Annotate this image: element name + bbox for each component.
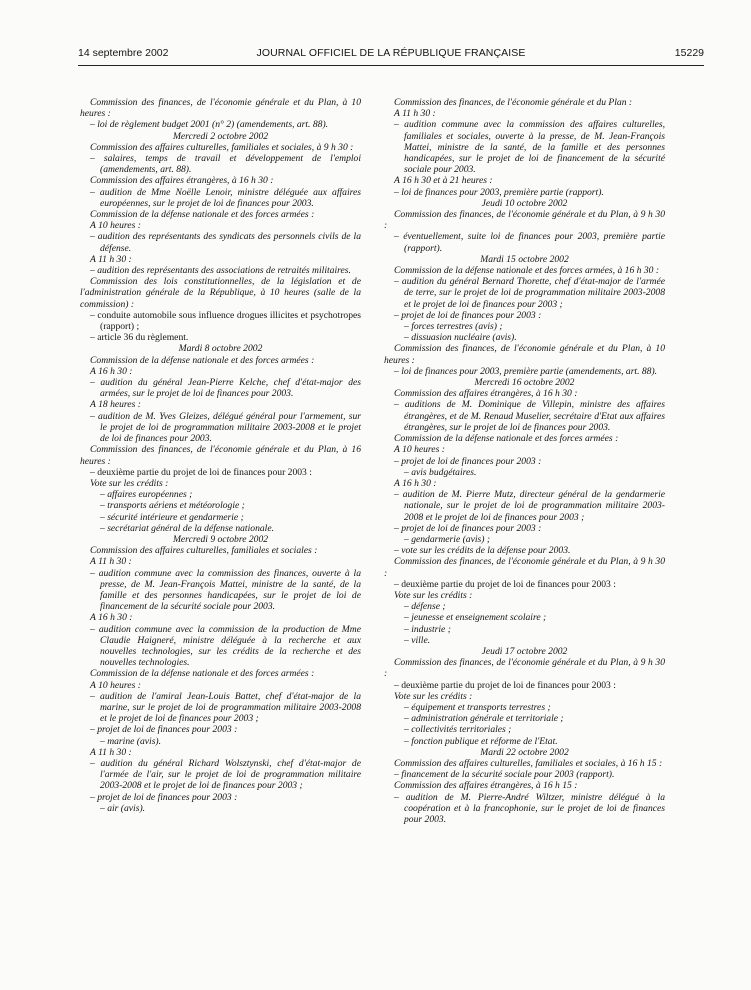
agenda-subitem: – forces terrestres (avis) ;: [404, 321, 503, 333]
commission-entry: Commission de la défense nationale et des forces armées :: [90, 668, 315, 680]
session-time: A 10 heures :: [90, 220, 141, 232]
date-heading: Jeudi 10 octobre 2002: [481, 197, 568, 209]
date-heading: Jeudi 17 octobre 2002: [481, 645, 568, 657]
agenda-item: – deuxième partie du projet de loi de finances pour 2003 :: [394, 679, 616, 691]
commission-entry: Commission des finances, de l'économie générale et du Plan, à 9 h 30 :: [384, 657, 665, 680]
agenda-item: – projet de loi de finances pour 2003 :: [90, 724, 238, 736]
agenda-item: – projet de loi de finances pour 2003 :: [394, 522, 542, 534]
session-time: A 10 heures :: [394, 444, 445, 456]
agenda-subitem: – fonction publique et réforme de l'Etat.: [404, 735, 558, 747]
date-heading: Mardi 22 octobre 2002: [480, 746, 569, 758]
agenda-subitem: – équipement et transports terrestres ;: [404, 701, 551, 713]
date-heading: Mercredi 2 octobre 2002: [172, 130, 269, 142]
date-heading: Mercredi 16 octobre 2002: [474, 377, 575, 389]
agenda-subitem: – ville.: [404, 634, 431, 646]
agenda-item: – deuxième partie du projet de loi de finances pour 2003 :: [394, 578, 616, 590]
agenda-subitem: – industrie ;: [404, 623, 451, 635]
agenda-item: – audition de M. Pierre Mutz, directeur général de la gendarmerie nationale, sur le projet de loi de programmation militaire 2003-2008 et le projet de loi de finances pour 2003 ;: [394, 489, 665, 523]
right-column: [384, 97, 665, 825]
session-time: A 11 h 30 :: [90, 746, 132, 758]
agenda-subitem: – collectivités territoriales ;: [404, 724, 512, 736]
session-time: A 10 heures :: [90, 679, 141, 691]
agenda-item: – audition de M. Pierre-André Wiltzer, ministre délégué à la coopération et à la francophonie, sur le projet de loi de finances pour 2003.: [394, 791, 665, 825]
agenda-item: – conduite automobile sous influence drogues illicites et psychotropes (rapport) ;: [90, 309, 361, 333]
session-time: A 11 h 30 :: [394, 108, 436, 120]
left-column: [80, 97, 361, 814]
agenda-item: – audition de M. Yves Gleizes, délégué général pour l'armement, sur le projet de loi de programmation militaire 2003-2008 et le projet de loi de finances pour 2003.: [90, 410, 361, 445]
commission-entry: Commission de la défense nationale et des forces armées :: [90, 209, 315, 221]
agenda-subitem: – défense ;: [404, 601, 446, 613]
agenda-item: – audition des représentants des associations de retraités militaires.: [90, 265, 351, 277]
agenda-subitem: – dissuasion nucléaire (avis).: [404, 332, 517, 344]
session-time: A 11 h 30 :: [90, 253, 132, 265]
header-rule: [78, 65, 704, 66]
date-heading: Mercredi 9 octobre 2002: [172, 533, 269, 545]
session-time: A 16 h 30 :: [394, 477, 437, 489]
agenda-item: – audition des représentants des syndicats des personnels civils de la défense.: [90, 231, 361, 254]
agenda-subitem: – jeunesse et enseignement scolaire ;: [404, 612, 547, 624]
session-time: A 16 h 30 :: [90, 612, 133, 624]
agenda-item: – projet de loi de finances pour 2003 :: [394, 455, 542, 467]
agenda-item: – audition du général Richard Wolsztynski, chef d'état-major de l'armée de l'air, sur le projet de loi de programmation militaire 2003-2008 et le projet de loi de finances pour 2003 ;: [90, 757, 361, 792]
agenda-subitem: – marine (avis).: [100, 735, 162, 747]
commission-entry: Commission des affaires étrangères, à 16 h 30 :: [394, 388, 578, 400]
agenda-item: – article 36 du règlement.: [90, 332, 189, 344]
header-page-number: 15229: [674, 47, 704, 59]
commission-entry: Commission des affaires étrangères, à 16 h 30 :: [90, 175, 274, 187]
agenda-subitem: – secrétariat général de la défense nationale.: [100, 522, 274, 534]
page-header: [78, 47, 704, 63]
agenda-item: – loi de finances pour 2003, première partie (amendements, art. 88).: [394, 365, 658, 377]
agenda-item: – financement de la sécurité sociale pour 2003 (rapport).: [394, 769, 615, 781]
commission-entry: Commission des affaires culturelles, familiales et sociales, à 16 h 15 :: [394, 757, 663, 769]
commission-entry: Commission des finances, de l'économie générale et du Plan :: [394, 97, 633, 108]
commission-entry: Commission des affaires culturelles, familiales et sociales, à 9 h 30 :: [90, 141, 354, 153]
agenda-item: – audition de Mme Noëlle Lenoir, ministre déléguée aux affaires européennes, sur le projet de loi de finances pour 2003.: [90, 186, 361, 209]
agenda-item: – projet de loi de finances pour 2003 :: [394, 309, 542, 321]
session-time: A 16 h 30 :: [90, 365, 133, 377]
vote-heading: Vote sur les crédits :: [394, 690, 473, 702]
commission-entry: Commission des affaires culturelles, familiales et sociales :: [90, 545, 318, 557]
session-time: A 11 h 30 :: [90, 556, 132, 568]
agenda-item: – audition du général Bernard Thorette, chef d'état-major de l'armée de terre, sur le projet de loi de programmation militaire 2003-2008 et le projet de loi de finances pour 2003 ;: [394, 276, 665, 310]
agenda-subitem: – sécurité intérieure et gendarmerie ;: [100, 511, 244, 523]
date-heading: Mardi 15 octobre 2002: [480, 253, 569, 265]
agenda-item: – projet de loi de finances pour 2003 :: [90, 791, 238, 803]
commission-entry: Commission des finances, de l'économie générale et du Plan, à 9 h 30 :: [384, 556, 665, 579]
commission-entry: Commission des finances, de l'économie générale et du Plan, à 16 heures :: [80, 444, 361, 467]
agenda-item: – loi de finances pour 2003, première partie (rapport).: [394, 186, 604, 198]
commission-entry: Commission des finances, de l'économie générale et du Plan, à 10 heures :: [384, 343, 665, 366]
commission-entry: Commission de la défense nationale et des forces armées :: [394, 433, 619, 445]
agenda-item: – audition de l'amiral Jean-Louis Battet, chef d'état-major de la marine, sur le projet de loi de programmation militaire 2003-2008 et le projet de loi de finances pour 2003 ;: [90, 690, 361, 725]
agenda-subitem: – transports aériens et météorologie ;: [100, 500, 245, 512]
agenda-item: – audition commune avec la commission de la production de Mme Claudie Haigneré, ministre déléguée à la recherche et aux nouvelles technologies, sur les crédits de la recherche et des nouvelles technologies.: [90, 623, 361, 669]
agenda-subitem: – avis budgétaires.: [404, 466, 477, 478]
commission-entry: Commission des affaires étrangères, à 16 h 15 :: [394, 780, 578, 792]
agenda-item: – deuxième partie du projet de loi de finances pour 2003 :: [90, 466, 312, 478]
commission-entry: Commission de la défense nationale et des forces armées, à 16 h 30 :: [394, 265, 660, 277]
agenda-item: – éventuellement, suite loi de finances pour 2003, première partie (rapport).: [394, 231, 665, 254]
commission-entry: Commission des finances, de l'économie générale et du Plan, à 10 heures :: [80, 97, 361, 120]
commission-entry: Commission des finances, de l'économie générale et du Plan, à 9 h 30 :: [384, 209, 665, 232]
agenda-item: – auditions de M. Dominique de Villepin, ministre des affaires étrangères, et de M. Renaud Muselier, secrétaire d'Etat aux affaires étrangères, sur le projet de loi de finances pour 2003.: [394, 399, 665, 433]
date-heading: Mardi 8 octobre 2002: [178, 343, 263, 355]
agenda-item: – audition commune avec la commission des finances, ouverte à la presse, de M. Jean-François Mattei, ministre de la santé, de la famille et des personnes handicapées, sur le projet de loi de financement de la sécurité sociale pour 2003.: [90, 567, 361, 613]
agenda-item: – audition commune avec la commission des affaires culturelles, familiales et sociales, ouverte à la presse, de M. Jean-François Mattei, ministre de la santé, de la famille et des personnes handicapées, sur le projet de loi de financement de la sécurité sociale pour 2003.: [394, 119, 665, 176]
vote-heading: Vote sur les crédits :: [394, 589, 473, 601]
commission-entry: Commission des lois constitutionnelles, de la législation et de l'administration générale de la République, à 10 heures (salle de la commission) :: [80, 276, 361, 310]
header-date: 14 septembre 2002: [78, 47, 169, 59]
commission-entry: Commission de la défense nationale et des forces armées :: [90, 354, 315, 366]
agenda-subitem: – affaires européennes ;: [100, 489, 193, 501]
agenda-item: – audition du général Jean-Pierre Kelche, chef d'état-major des armées, sur le projet de loi de finances pour 2003.: [90, 377, 361, 400]
agenda-subitem: – air (avis).: [100, 802, 146, 814]
agenda-item: – vote sur les crédits de la défense pour 2003.: [394, 545, 571, 557]
session-time: A 18 heures :: [90, 399, 141, 411]
agenda-item: – loi de règlement budget 2001 (n° 2) (amendements, art. 88).: [90, 119, 329, 131]
agenda-subitem: – administration générale et territoriale ;: [404, 713, 564, 725]
header-title: JOURNAL OFFICIEL DE LA RÉPUBLIQUE FRANÇAISE: [256, 47, 526, 59]
agenda-subitem: – gendarmerie (avis) ;: [404, 533, 491, 545]
vote-heading: Vote sur les crédits :: [90, 477, 169, 489]
session-time: A 16 h 30 et à 21 heures :: [394, 175, 493, 187]
agenda-item: – salaires, temps de travail et développement de l'emploi (amendements, art. 88).: [90, 153, 361, 176]
